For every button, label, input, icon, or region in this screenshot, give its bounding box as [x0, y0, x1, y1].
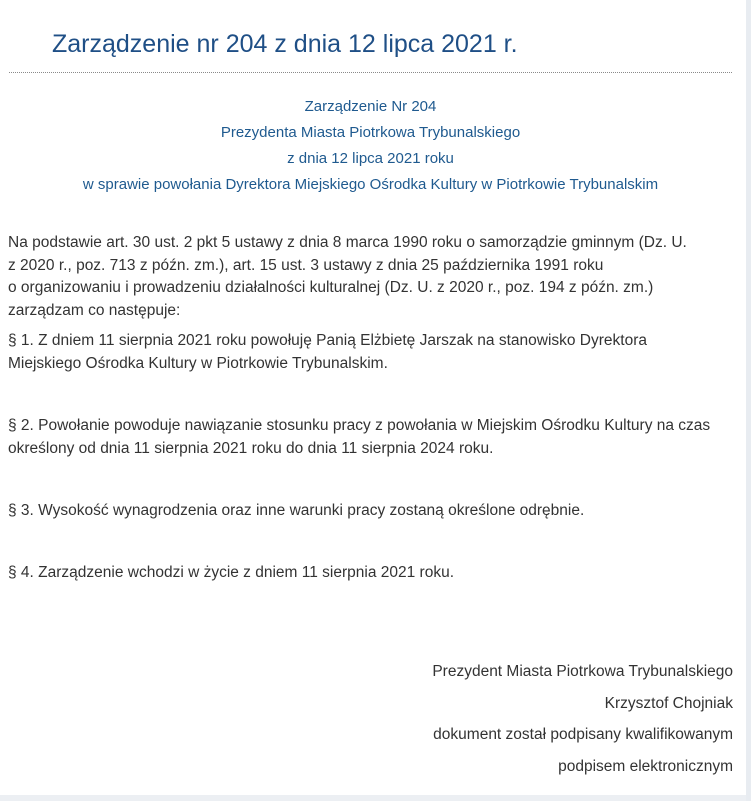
- paragraph-line: § 1. Z dniem 11 sierpnia 2021 roku powołuję Panią Elżbietę Jarszak na stanowisko Dyrektora: [8, 332, 647, 349]
- ordinance-number: Zarządzenie Nr 204: [304, 98, 437, 115]
- signature-note: podpisem elektronicznym: [558, 757, 733, 775]
- paragraph-4: [8, 562, 736, 585]
- legal-basis-line: Na podstawie art. 30 ust. 2 pkt 5 ustawy z dnia 8 marca 1990 roku o samorządzie gminnym (Dz. U.: [8, 234, 687, 251]
- ordinance-date: z dnia 12 lipca 2021 roku: [287, 150, 454, 167]
- signatory-office: Prezydent Miasta Piotrkowa Trybunalskiego: [432, 663, 733, 680]
- paragraph-line: określony od dnia 11 sierpnia 2021 roku do dnia 11 sierpnia 2024 roku.: [8, 439, 494, 457]
- title-divider: [9, 72, 732, 73]
- ordinance-issuer: Prezydenta Miasta Piotrkowa Trybunalskiego: [220, 124, 521, 141]
- ordinance-subject: w sprawie powołania Dyrektora Miejskiego Ośrodka Kultury w Piotrkowie Trybunalskim: [82, 176, 659, 193]
- paragraph-line: § 4. Zarządzenie wchodzi w życie z dniem 11 sierpnia 2021 roku.: [8, 564, 454, 581]
- page-edge-bottom: [0, 795, 746, 801]
- signatory-name: Krzysztof Chojniak: [604, 694, 733, 712]
- page-edge-right: [746, 0, 751, 801]
- ordinance-header: [9, 94, 732, 198]
- signature-note: dokument został podpisany kwalifikowanym: [433, 726, 733, 743]
- legal-basis-line: zarządzam co następuje:: [8, 301, 181, 319]
- legal-basis: [8, 232, 736, 322]
- legal-basis-line: o organizowaniu i prowadzeniu działalności kulturalnej (Dz. U. z 2020 r., poz. 194 z późn. zm.): [8, 279, 654, 296]
- paragraph-3: [8, 500, 736, 523]
- paragraph-2: [8, 415, 736, 460]
- paragraph-line: § 3. Wysokość wynagrodzenia oraz inne warunki pracy zostaną określone odrębnie.: [8, 502, 585, 519]
- paragraph-line: § 2. Powołanie powoduje nawiązanie stosunku pracy z powołania w Miejskim Ośrodku Kultury na czas: [8, 417, 711, 434]
- paragraph-1: [8, 330, 736, 375]
- page-title: Zarządzenie nr 204 z dnia 12 lipca 2021 r.: [52, 30, 518, 58]
- paragraph-line: Miejskiego Ośrodka Kultury w Piotrkowie Trybunalskim.: [8, 354, 388, 372]
- signature-block: [432, 656, 733, 782]
- legal-basis-line: z 2020 r., poz. 713 z późn. zm.), art. 15 ust. 3 ustawy z dnia 25 października 1991 roku: [8, 256, 604, 274]
